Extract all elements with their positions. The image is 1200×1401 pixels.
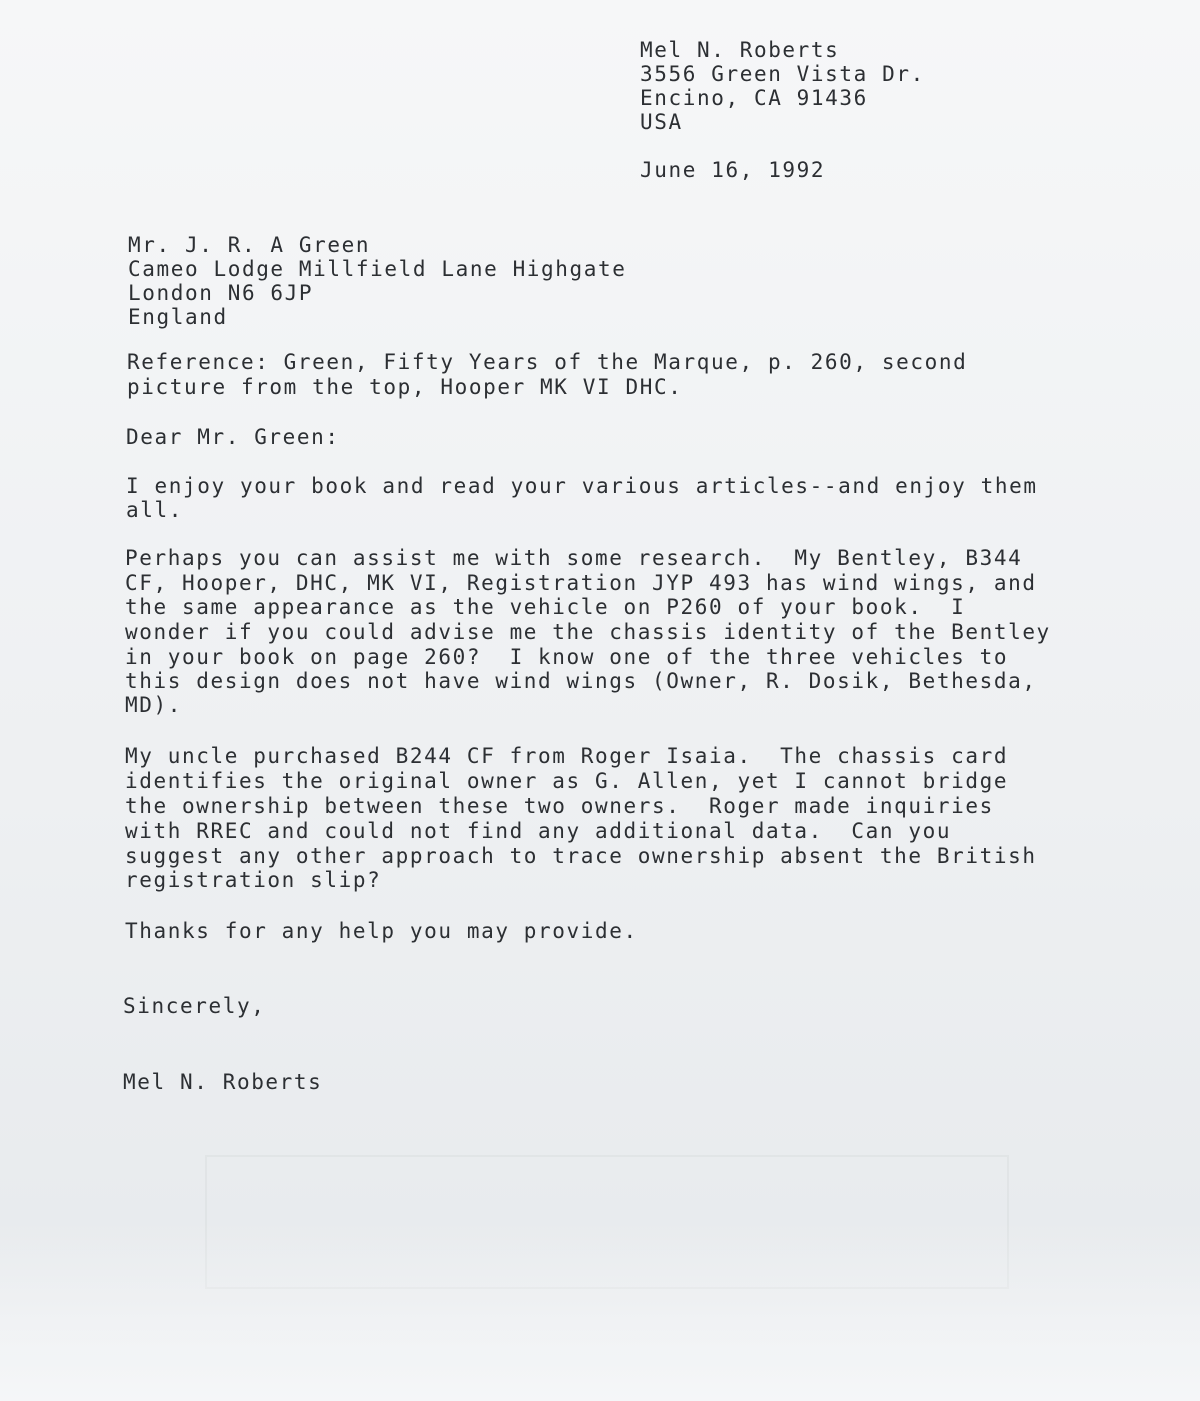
paragraph-line: the same appearance as the vehicle on P260 of your book. I [125,595,966,619]
letter-date: June 16, 1992 [640,158,826,182]
recipient-city: London N6 6JP [128,281,314,305]
paragraph-line: identifies the original owner as G. Allen, yet I cannot bridge [125,769,1009,793]
closing: Sincerely, [123,994,266,1018]
paragraph-line: suggest any other approach to trace ownership absent the British [125,844,1037,868]
sender-name: Mel N. Roberts [640,38,840,62]
paragraph-line: all. [126,498,183,522]
salutation: Dear Mr. Green: [126,425,340,449]
paragraph-line: registration slip? [125,868,382,892]
closing-thanks: Thanks for any help you may provide. [125,919,638,943]
paragraph-line: I enjoy your book and read your various articles--and enjoy them [126,474,1038,498]
paragraph-line: wonder if you could advise me the chassis identity of the Bentley [125,620,1051,644]
sender-country: USA [640,110,683,134]
reference-line: Reference: Green, Fifty Years of the Marque, p. 260, second [127,350,968,374]
sender-city: Encino, CA 91436 [640,86,868,110]
paragraph-line: My uncle purchased B244 CF from Roger Isaia. The chassis card [125,744,1009,768]
paragraph-line: in your book on page 260? I know one of the three vehicles to [125,645,1009,669]
signature-name: Mel N. Roberts [123,1070,323,1094]
sender-street: 3556 Green Vista Dr. [640,62,925,86]
paragraph-line: MD). [125,693,182,717]
recipient-country: England [128,305,228,329]
paragraph-line: Perhaps you can assist me with some research. My Bentley, B344 [125,546,1023,570]
paragraph-line: this design does not have wind wings (Owner, R. Dosik, Bethesda, [125,669,1037,693]
paragraph-line: the ownership between these two owners. Roger made inquiries [125,794,994,818]
reference-line: picture from the top, Hooper MK VI DHC. [127,375,683,399]
recipient-name: Mr. J. R. A Green [128,233,371,257]
bottom-fog [0,1221,1200,1401]
paragraph-line: CF, Hooper, DHC, MK VI, Registration JYP 493 has wind wings, and [125,571,1037,595]
recipient-street: Cameo Lodge Millfield Lane Highgate [128,257,627,281]
paragraph-line: with RREC and could not find any additional data. Can you [125,819,952,843]
